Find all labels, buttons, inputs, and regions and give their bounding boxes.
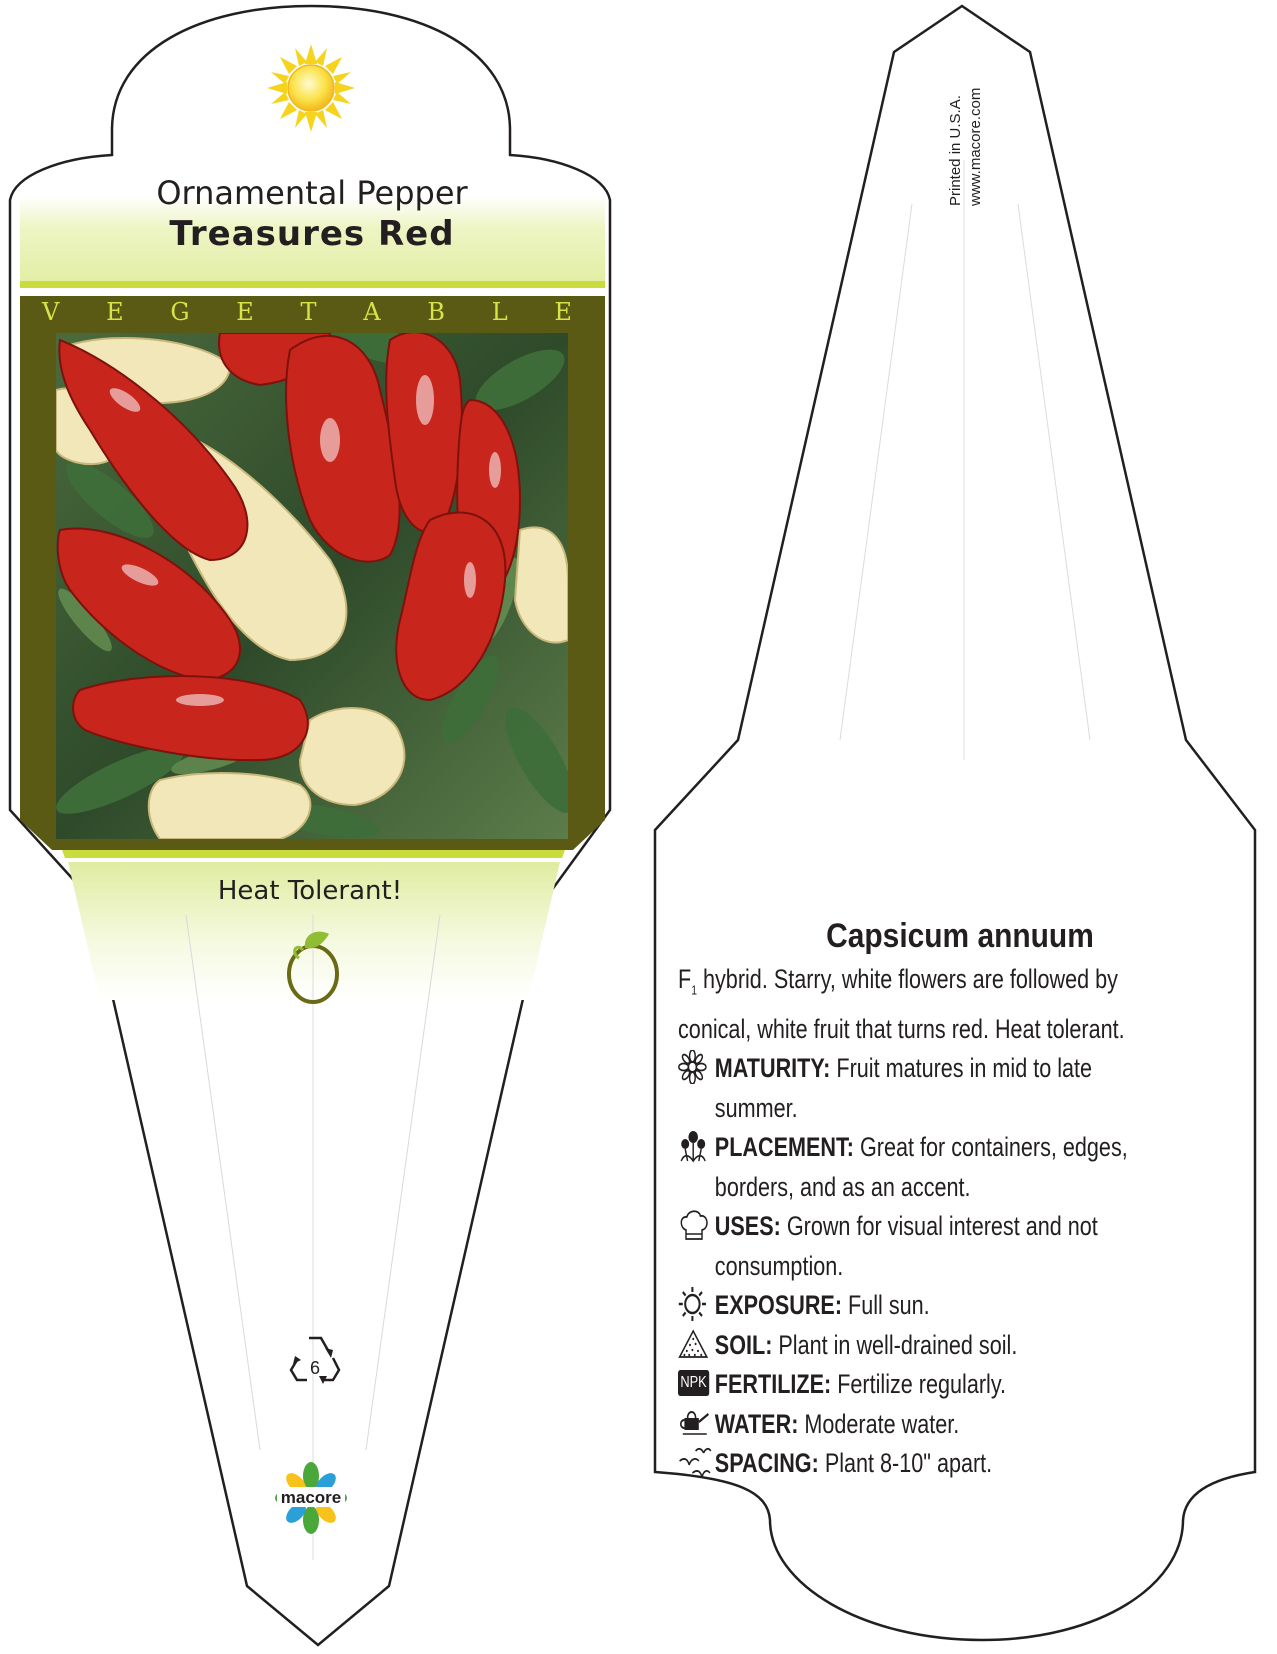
attribute-fertilize: NPK FERTILIZE: Fertilize regularly. [678,1365,1150,1405]
sun-icon [267,44,355,132]
chef-hat-icon [678,1207,715,1243]
attribute-maturity: MATURITY: Fruit matures in mid to late summer. [678,1049,1150,1128]
category-letter: A [363,298,381,326]
common-name: Ornamental Pepper [156,174,468,212]
plants-icon [678,1128,715,1164]
category-letter: L [491,298,508,326]
botanical-name: Capsicum annuum [826,917,1094,955]
category-letter: T [300,298,317,326]
printed-line: Printed in U.S.A. [947,95,964,206]
plant-description [678,960,1150,1484]
attribute-placement: PLACEMENT: Great for containers, edges, borders, and as an accent. [678,1128,1150,1207]
feature-text: Heat Tolerant! [217,876,403,906]
recycle-number: 6 [309,1358,320,1378]
category-letter: E [106,298,124,326]
category-label [42,298,572,326]
attribute-water: WATER: Moderate water. [678,1405,1150,1445]
attribute-uses: USES: Grown for visual interest and not consumption. [678,1207,1150,1286]
category-letter: G [170,298,190,326]
brand-name: macore [280,1488,342,1507]
sun-outline-icon [678,1286,715,1322]
flower-icon [678,1049,715,1085]
soil-icon [678,1326,715,1362]
npk-icon: NPK [678,1365,715,1401]
intro-paragraph: $F_1$ hybrid. Starry, white flowers are followed by conical, white fruit that turns red. Heat tolerant. [678,964,1125,1044]
category-letter: V [42,298,60,326]
spacing-icon [678,1444,715,1480]
variety-name: Treasures Red [169,214,455,254]
attribute-soil: SOIL: Plant in well-drained soil. [678,1326,1150,1366]
attribute-spacing: SPACING: Plant 8-10" apart. [678,1444,1150,1484]
watering-can-icon [678,1405,715,1441]
category-letter: E [554,298,572,326]
pepper-photo [49,314,587,844]
printed-info [946,46,994,206]
attribute-exposure: EXPOSURE: Full sun. [678,1286,1150,1326]
category-letter: B [427,298,445,326]
category-letter: E [236,298,254,326]
website-line: www.macore.com [967,87,984,206]
